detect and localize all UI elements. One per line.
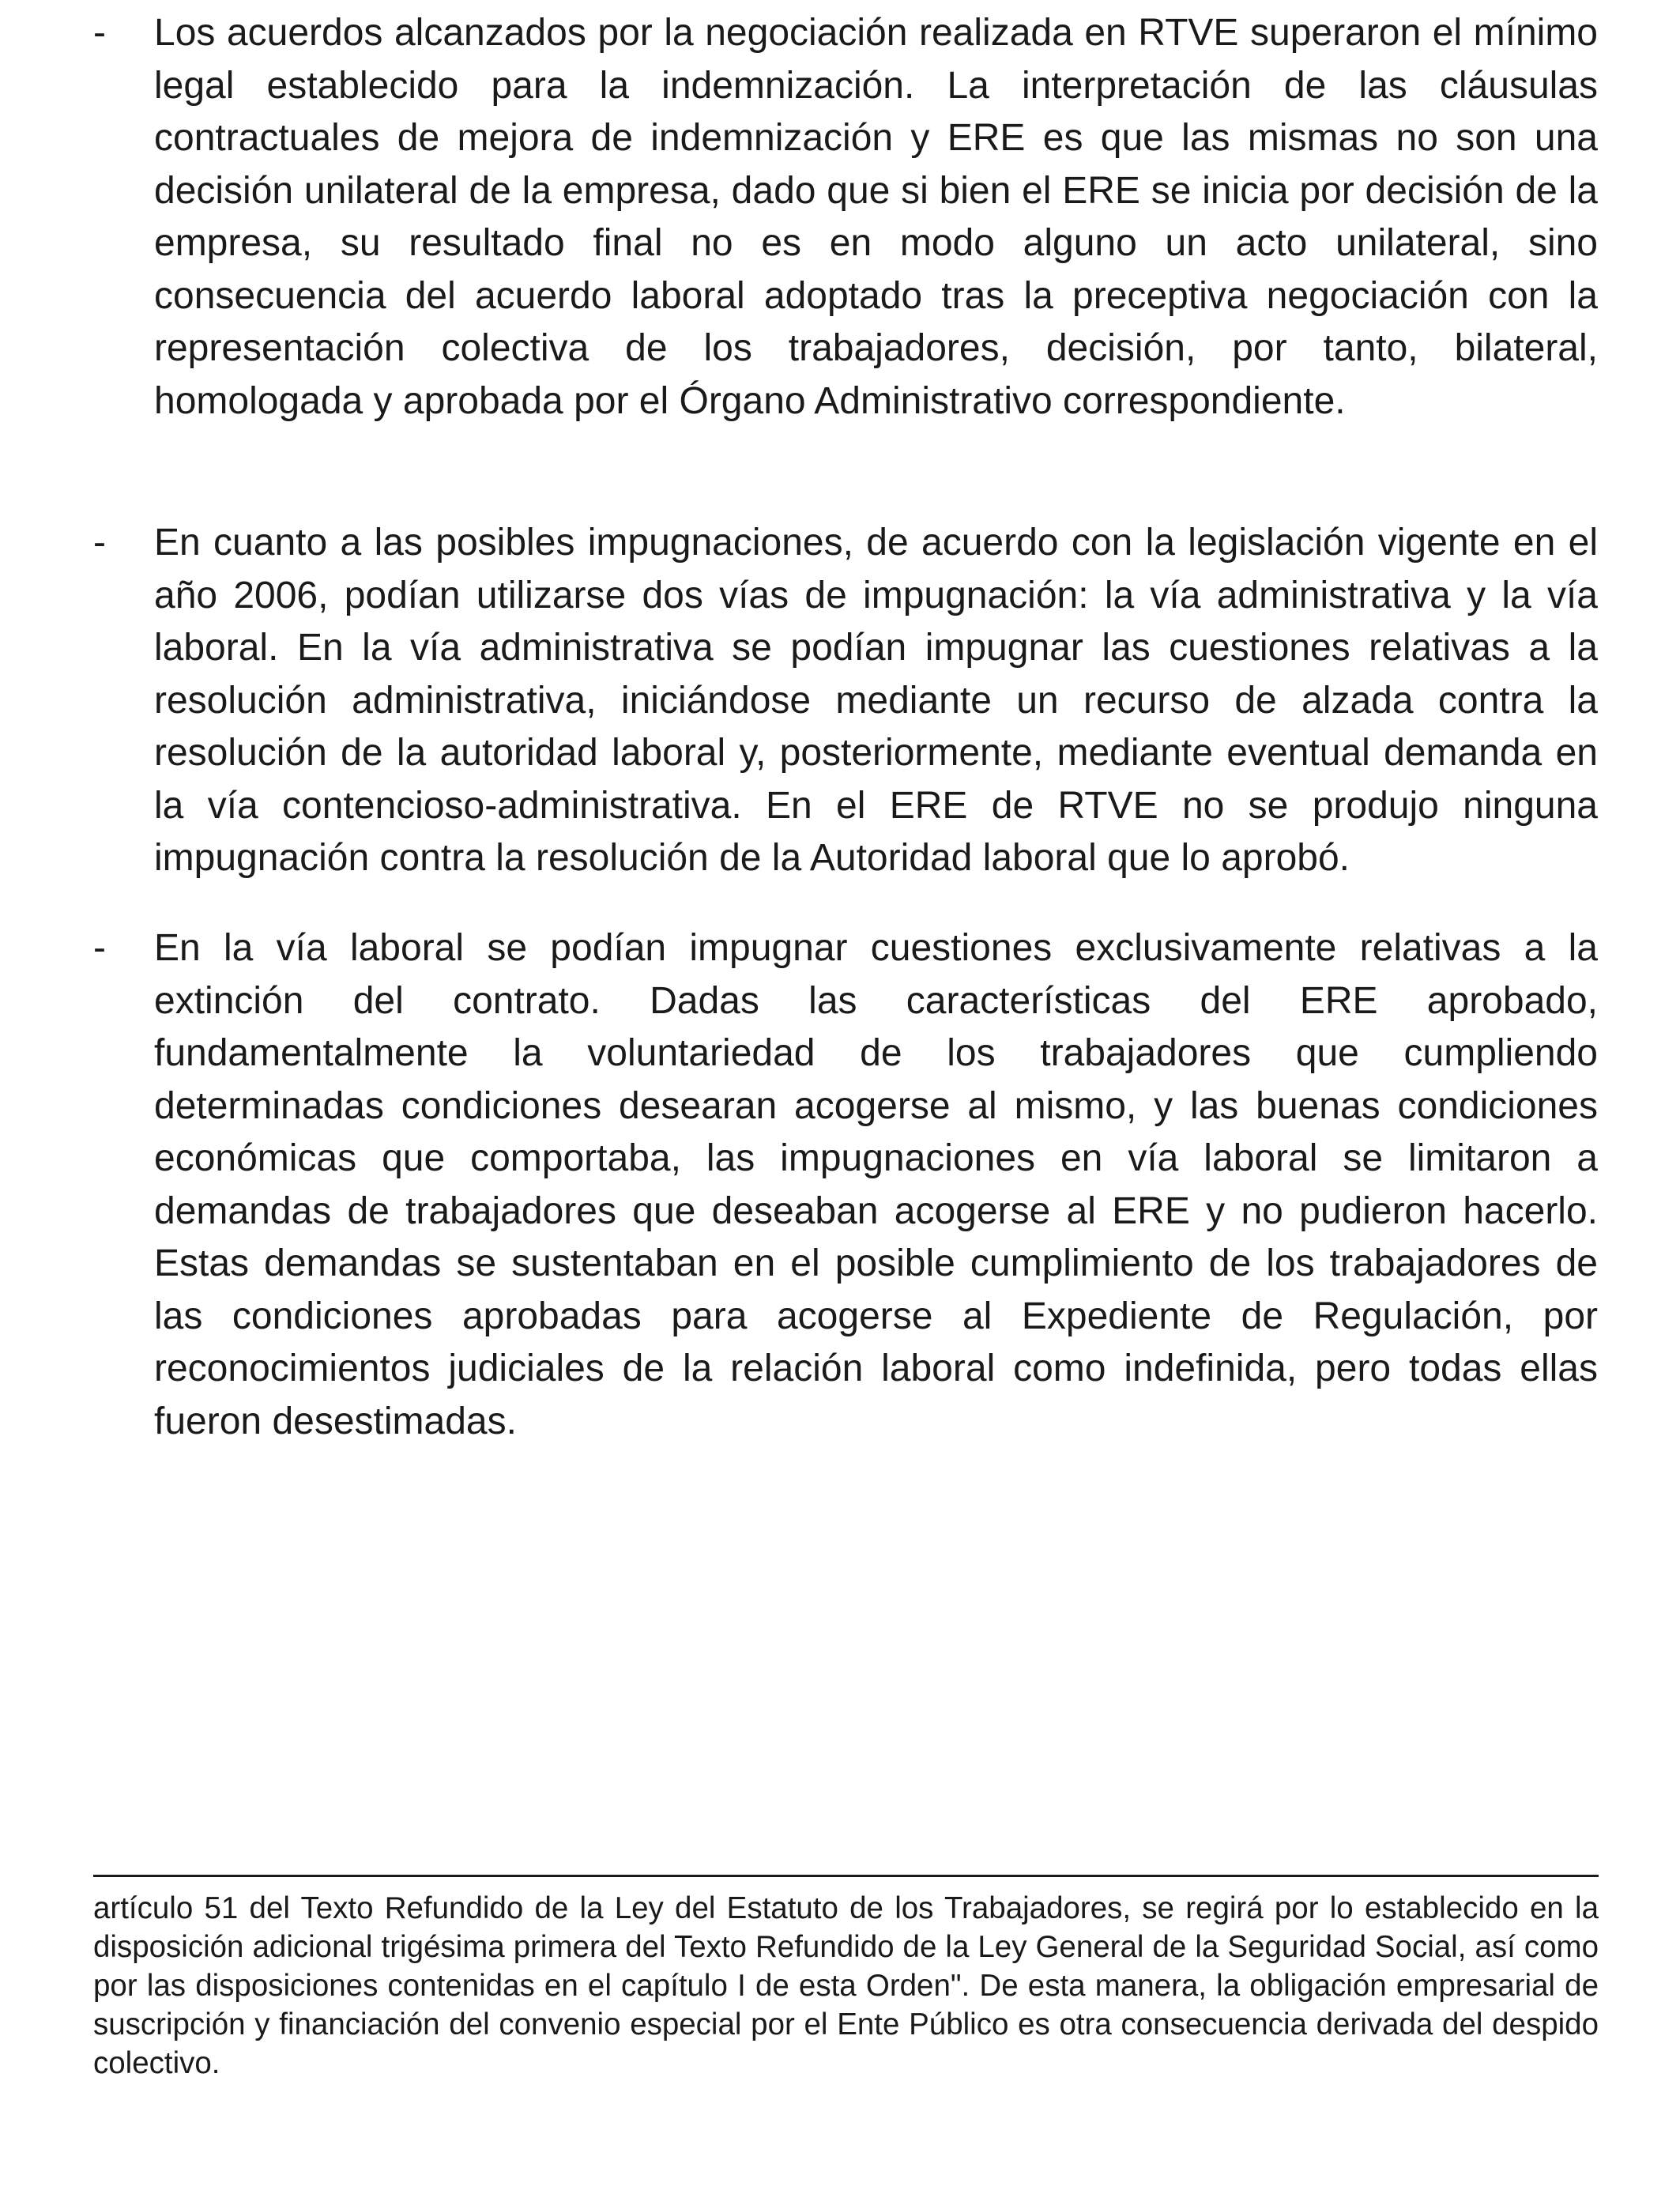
footnote-separator <box>93 1875 1599 1877</box>
list-item-text: En la vía laboral se podían impugnar cuestiones exclusivamente relativas a la extinción del contrato. Dadas las características del ERE aprobado, fundamentalmente la voluntariedad de los trabajadores que cumpliendo determinadas condiciones desearan acogerse al mismo, y las buenas condiciones económicas que comportaba, las impugnaciones en vía laboral se limitaron a demandas de trabajadores que deseaban acogerse al ERE y no pudieron hacerlo. Estas demandas se sustentaban en el posible cumplimiento de los trabajadores de las condiciones aprobadas para acogerse al Expediente de Regulación, por reconocimientos judiciales de la relación laboral como indefinida, pero todas ellas fueron desestimadas. <box>154 927 1598 1442</box>
footnote-text: artículo 51 del Texto Refundido de la Ley del Estatuto de los Trabajadores, se regirá por lo establecido en la disposición adicional trigésima primera del Texto Refundido de la Ley General de la Seguridad Social, así como por las disposiciones contenidas en el capítulo I de esta Orden". De esta manera, la obligación empresarial de suscripción y financiación del convenio especial por el Ente Público es otra consecuencia derivada del despido colectivo. <box>93 1891 1599 2080</box>
list-bullet-dash: - <box>93 12 106 54</box>
list-bullet-dash: - <box>93 522 106 564</box>
list-item-text: Los acuerdos alcanzados por la negociación realizada en RTVE superaron el mínimo legal establecido para la indemnización. La interpretación de las cláusulas contractuales de mejora de indemnización y ERE es que las mismas no son una decisión unilateral de la empresa, dado que si bien el ERE se inicia por decisión de la empresa, su resultado final no es en modo alguno un acto unilateral, sino consecuencia del acuerdo laboral adoptado tras la preceptiva negociación con la representación colectiva de los trabajadores, decisión, por tanto, bilateral, homologada y aprobada por el Órgano Administrativo correspondiente. <box>154 12 1598 422</box>
list-item-text: En cuanto a las posibles impugnaciones, de acuerdo con la legislación vigente en el año 2006, podían utilizarse dos vías de impugnación: la vía administrativa y la vía laboral. En la vía administrativa se podían impugnar las cuestiones relativas a la resolución administrativa, iniciándose mediante un recurso de alzada contra la resolución de la autoridad laboral y, posteriormente, mediante eventual demanda en la vía contencioso-administrativa. En el ERE de RTVE no se produjo ninguna impugnación contra la resolución de la Autoridad laboral que lo aprobó. <box>154 522 1598 879</box>
list-bullet-dash: - <box>93 927 106 969</box>
